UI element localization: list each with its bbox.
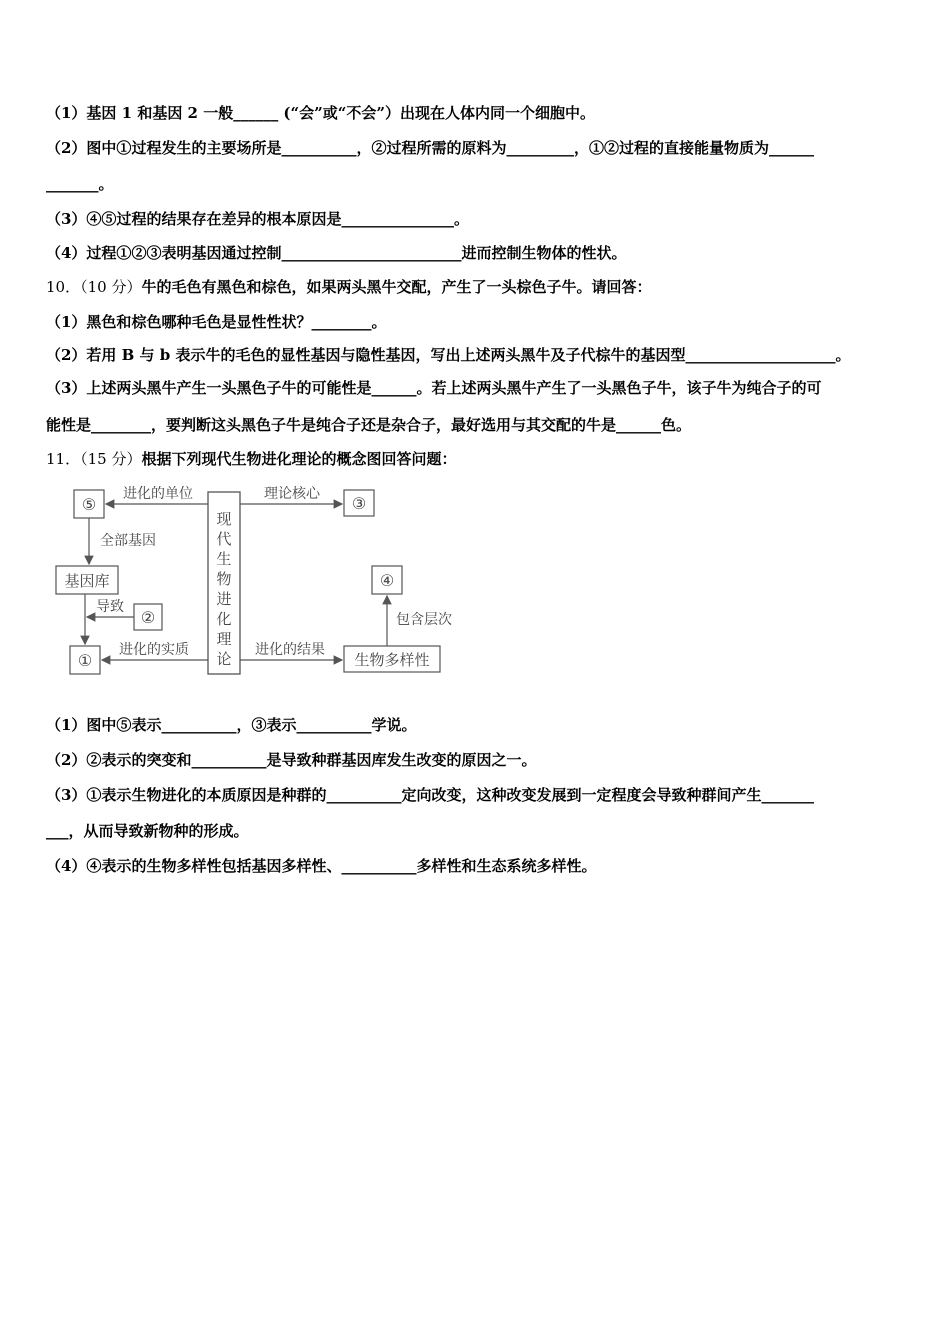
box-5-label: ⑤ bbox=[81, 495, 97, 514]
evolution-concept-map bbox=[52, 478, 472, 680]
center-char: 理 bbox=[216, 630, 232, 648]
center-char: 化 bbox=[216, 610, 232, 628]
center-char: 进 bbox=[216, 590, 232, 608]
label-result: 进化的结果 bbox=[255, 642, 325, 658]
center-char: 物 bbox=[216, 570, 232, 588]
label-unit: 进化的单位 bbox=[123, 486, 193, 502]
q10-part1: （1）黑色和棕色哪种毛色是显性性状？________。 bbox=[46, 313, 387, 331]
q10-text: 牛的毛色有黑色和棕色，如果两头黑牛交配，产生了一头棕色子牛。请回答： bbox=[141, 278, 652, 296]
box-2-label: ② bbox=[140, 608, 156, 627]
label-essence: 进化的实质 bbox=[119, 642, 189, 658]
q11-part3-cont: ___，从而导致新物种的形成。 bbox=[46, 822, 249, 840]
q11-part2: （2）②表示的突变和__________是导致种群基因库发生改变的原因之一。 bbox=[46, 751, 537, 769]
label-core: 理论核心 bbox=[264, 486, 320, 502]
label-lead: 导致 bbox=[96, 599, 124, 615]
center-char: 生 bbox=[216, 550, 232, 568]
q10-part2: （2）若用 B 与 b 表示牛的毛色的显性基因与隐性基因，写出上述两头黑牛及子代棕牛的基因型____________________。 bbox=[46, 346, 851, 364]
box-3-label: ③ bbox=[351, 494, 367, 513]
q9-part1: （1）基因 1 和基因 2 一般______ (“会”或“不会”）出现在人体内同一个细胞中。 bbox=[46, 104, 596, 122]
q11-part3: （3）①表示生物进化的本质原因是种群的__________定向改变，这种改变发展到一定程度会导致种群间产生_______ bbox=[46, 786, 814, 804]
q10-heading bbox=[46, 277, 916, 297]
center-char: 论 bbox=[216, 650, 232, 668]
q10-number: 10．（10 分） bbox=[46, 278, 142, 296]
q9-part2-cont: _______。 bbox=[46, 175, 114, 193]
label-levels: 包含层次 bbox=[396, 612, 452, 628]
q11-text: 根据下列现代生物进化理论的概念图回答问题： bbox=[141, 450, 457, 468]
q9-part3: （3）④⑤过程的结果存在差异的根本原因是_______________。 bbox=[46, 210, 469, 228]
q11-part1: （1）图中⑤表示__________，③表示__________学说。 bbox=[46, 716, 417, 734]
q10-part3: （3）上述两头黑牛产生一头黑色子牛的可能性是______。若上述两头黑牛产生了一头黑色子牛，该子牛为纯合子的可 bbox=[46, 379, 822, 397]
box-1-label: ① bbox=[77, 651, 93, 670]
q10-part3-cont: 能性是________，要判断这头黑色子牛是纯合子还是杂合子，最好选用与其交配的牛是______色。 bbox=[46, 416, 692, 434]
box-4-label: ④ bbox=[379, 571, 395, 590]
label-allgenes: 全部基因 bbox=[100, 533, 156, 549]
q11-part4: （4）④表示的生物多样性包括基因多样性、__________多样性和生态系统多样性。 bbox=[46, 857, 597, 875]
center-char: 现 bbox=[216, 510, 232, 528]
q9-part2: （2）图中①过程发生的主要场所是__________，②过程所需的原料为_________，①②过程的直接能量物质为______ bbox=[46, 139, 814, 157]
q11-number: 11．（15 分） bbox=[46, 450, 142, 468]
biodiversity-label: 生物多样性 bbox=[354, 651, 430, 669]
center-char: 代 bbox=[216, 530, 232, 548]
q11-heading bbox=[46, 449, 916, 469]
q9-part4: （4）过程①②③表明基因通过控制________________________进而控制生物体的性状。 bbox=[46, 244, 627, 262]
gene-pool-label: 基因库 bbox=[64, 572, 110, 590]
